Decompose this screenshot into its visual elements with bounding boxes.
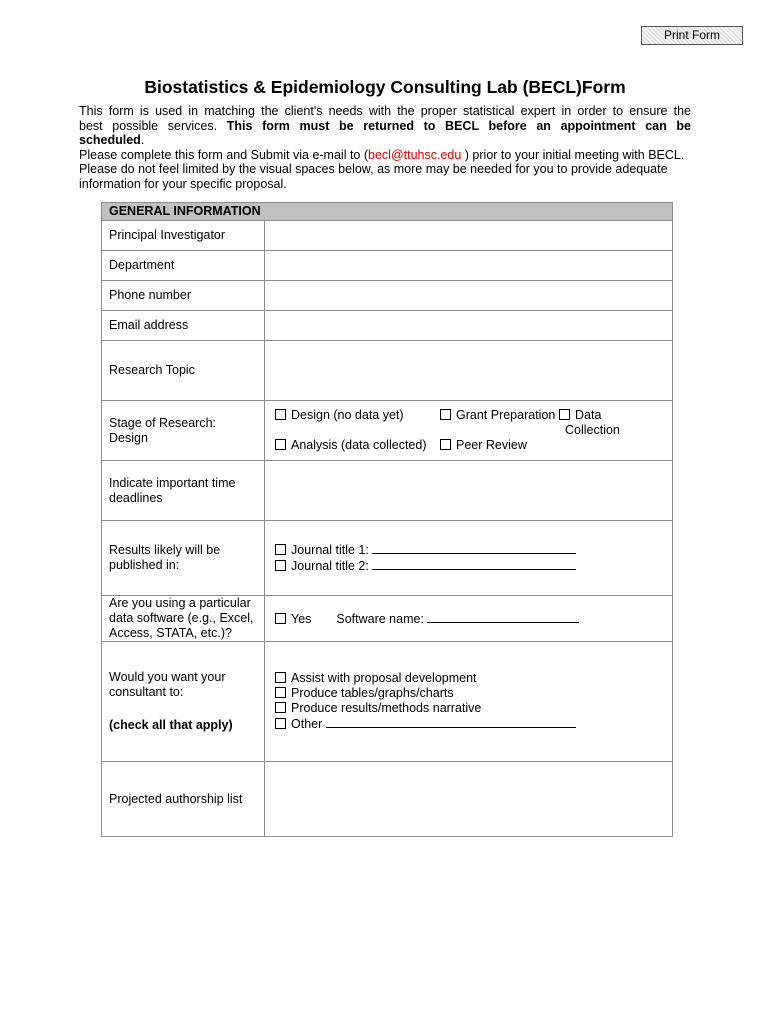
software-yes-checkbox[interactable] xyxy=(275,613,286,624)
becl-email-link[interactable]: becl@ttuhsc.edu xyxy=(368,147,462,162)
row-software xyxy=(102,596,673,642)
department-label: Department xyxy=(102,251,265,281)
software-options xyxy=(265,596,673,642)
row-deadlines xyxy=(102,461,673,521)
journal-2-checkbox[interactable] xyxy=(275,560,286,571)
authorship-field[interactable] xyxy=(265,762,673,837)
peer-review-checkbox[interactable] xyxy=(440,439,451,450)
journal-2-label: Journal title 2: xyxy=(291,559,369,573)
deadlines-label: Indicate important time deadlines xyxy=(102,461,265,521)
software-label: Are you using a particular data software (e.g., Excel, Access, STATA, etc.)? xyxy=(102,596,265,642)
consultant-services-label: Would you want your consultant to: (check all that apply) xyxy=(102,642,265,762)
row-email xyxy=(102,311,673,341)
row-principal-investigator xyxy=(102,221,673,251)
row-publication xyxy=(102,521,673,596)
data-collection-checkbox[interactable] xyxy=(559,409,570,420)
grant-preparation-label: Grant Preparation xyxy=(456,408,556,422)
row-research-topic xyxy=(102,341,673,401)
journal-1-input[interactable] xyxy=(372,542,576,554)
row-phone xyxy=(102,281,673,311)
other-checkbox[interactable] xyxy=(275,718,286,729)
journal-1-label: Journal title 1: xyxy=(291,543,369,557)
research-topic-field[interactable] xyxy=(265,341,673,401)
software-name-label: Software name: xyxy=(336,611,424,626)
data-collection-label-1: Data xyxy=(575,408,602,422)
row-consultant-services xyxy=(102,642,673,762)
tables-graphs-label: Produce tables/graphs/charts xyxy=(291,686,454,700)
analysis-checkbox[interactable] xyxy=(275,439,286,450)
assist-proposal-checkbox[interactable] xyxy=(275,672,286,683)
journal-2-input[interactable] xyxy=(372,558,576,570)
intro-line-1: This form is used in matching the client's needs with the proper statistical expert in order to ensure the xyxy=(79,104,691,118)
stage-of-research-options xyxy=(265,401,673,461)
stage-of-research-label: Stage of Research: Design xyxy=(102,401,265,461)
email-field[interactable] xyxy=(265,311,673,341)
results-narrative-label: Produce results/methods narrative xyxy=(291,701,482,715)
form-title: Biostatistics & Epidemiology Consulting Lab (BECL)Form xyxy=(144,77,626,97)
other-label: Other xyxy=(291,717,323,731)
results-narrative-checkbox[interactable] xyxy=(275,702,286,713)
research-topic-label: Research Topic xyxy=(102,341,265,401)
general-information-table xyxy=(101,202,673,837)
consultant-services-options xyxy=(265,642,673,762)
intro-line-4: Please complete this form and Submit via e-mail to (becl@ttuhsc.edu ) prior to your initial meeting with BECL. xyxy=(79,147,685,162)
intro-line-5: Please do not feel limited by the visual spaces below, as more may be needed for you to provide adequate xyxy=(79,162,668,177)
other-input[interactable] xyxy=(326,716,576,728)
section-header xyxy=(102,203,673,221)
publication-options xyxy=(265,521,673,596)
peer-review-label: Peer Review xyxy=(456,438,527,452)
print-form-button[interactable]: Print Form xyxy=(641,26,743,45)
row-stage-of-research xyxy=(102,401,673,461)
software-yes-label: Yes xyxy=(291,611,312,626)
intro-line-3: scheduled. xyxy=(79,133,145,148)
intro-text xyxy=(79,104,691,192)
design-checkbox[interactable] xyxy=(275,409,286,420)
grant-preparation-checkbox[interactable] xyxy=(440,409,451,420)
authorship-label: Projected authorship list xyxy=(102,762,265,837)
principal-investigator-field[interactable] xyxy=(265,221,673,251)
analysis-option-label: Analysis (data collected) xyxy=(291,438,427,452)
general-information-heading: GENERAL INFORMATION xyxy=(102,203,673,221)
publication-label: Results likely will be published in: xyxy=(102,521,265,596)
check-all-note: (check all that apply) xyxy=(109,718,233,732)
phone-field[interactable] xyxy=(265,281,673,311)
email-label: Email address xyxy=(102,311,265,341)
software-name-input[interactable] xyxy=(427,611,579,623)
assist-proposal-label: Assist with proposal development xyxy=(291,671,477,685)
principal-investigator-label: Principal Investigator xyxy=(102,221,265,251)
row-authorship xyxy=(102,762,673,837)
phone-label: Phone number xyxy=(102,281,265,311)
data-collection-label-2: Collection xyxy=(565,423,620,437)
deadlines-field[interactable] xyxy=(265,461,673,521)
intro-line-2: best possible services. This form must be returned to BECL before an appointment can be xyxy=(79,118,691,133)
tables-graphs-checkbox[interactable] xyxy=(275,687,286,698)
department-field[interactable] xyxy=(265,251,673,281)
row-department xyxy=(102,251,673,281)
design-option-label: Design (no data yet) xyxy=(291,408,404,422)
intro-bold-notice: This form must be returned to BECL before an appointment can be xyxy=(226,118,691,133)
journal-1-checkbox[interactable] xyxy=(275,544,286,555)
intro-line-6: information for your specific proposal. xyxy=(79,176,287,191)
